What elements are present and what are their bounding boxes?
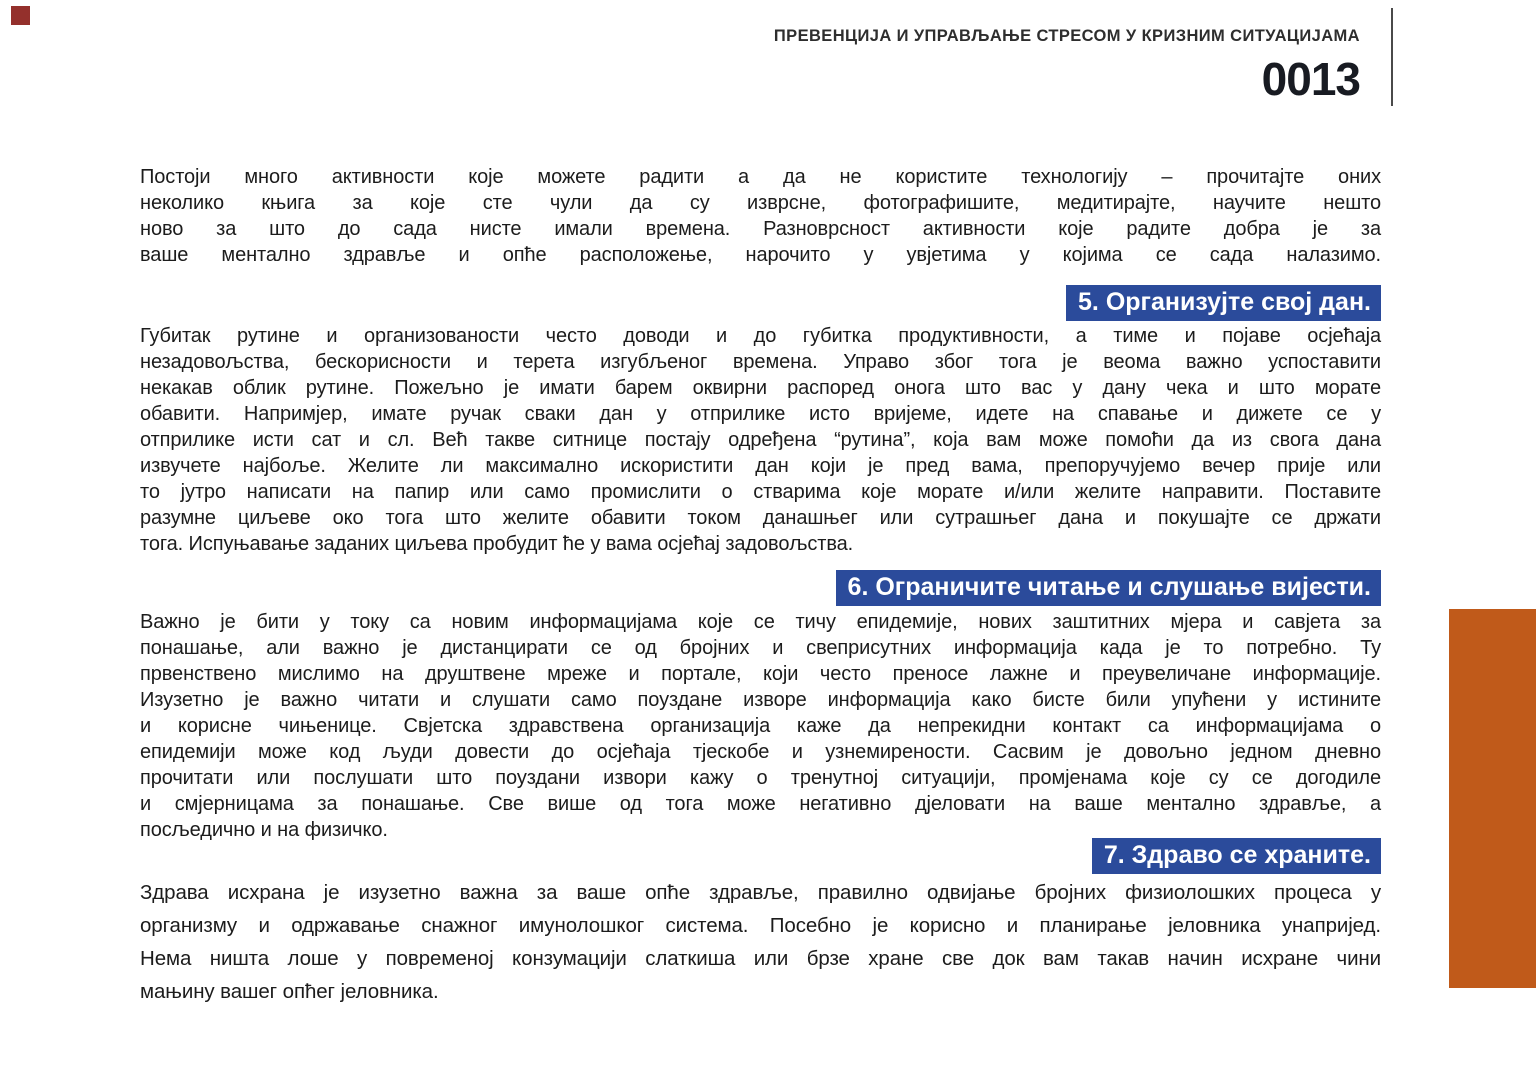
corner-accent-square	[11, 6, 30, 25]
page-number: 0013	[1261, 53, 1360, 105]
paragraph-limit-news: Важно је бити у току са новим информацијама које се тичу епидемије, нових заштитних мјера и савјета за понашање, али важно је дистанцирати се од бројних и свеприсутних информација када је то потребно. Ту првенствено мислимо на друштвене мреже и портале, који често преносе лажне и преувеличане информације. Изузетно је важно читати и слушати само поуздане изворе информација како бисте били упућени у истините и корисне чињенице. Свјетска здравствена организација каже да непрекидни контакт са информацијама о епидемији може код људи довести до осјећаја тјескобе и узнемирености. Сасвим је довољно једном дневно прочитати или послушати што поуздани извори кажу о тренутној ситуацији, промјенама које су се догодиле и смјерницама за понашање. Све више од тога може негативно дјеловати на ваше ментално здравље, а посљедично и на физичко.	[140, 611, 1381, 841]
paragraph-organize-your-day: Губитак рутине и организованости често доводи и до губитка продуктивности, а тиме и појаве осјећаја незадовољства, бескорисности и терета изгубљеног времена. Управо због тога је веома важно успоставити некакав облик рутине. Пожељно је имати барем оквирни распоред онога што вас у дану чека и што морате обавити. Напримјер, имате ручак сваки дан у отприлике исто вријеме, идете на спавање и дижете се у отприлике исти сат и сл. Већ такве ситнице постају одређена “рутина”, која вам може помоћи да из свога дана извучете најбоље. Желите ли максимално искористити дан који је пред вама, препоручујемо вечер прије или то јутро написати на папир или само промислити о стварима које морате и/или желите направити. Поставите разумне циљеве око тога што желите обавити током данашњег или сутрашњег дана и покушајте се држати тога. Испуњавање заданих циљева пробудит ће у вама осјећај задовољства.	[140, 325, 1381, 555]
orange-side-bar	[1449, 609, 1536, 988]
section-heading-eat-healthy: 7. Здраво се храните.	[1092, 838, 1381, 874]
paragraph-activities-intro: Постоји много активности које можете радити а да не користите технологију – прочитајте оних неколико књига за које сте чули да су изврсне, фотографишите, медитирајте, научите нешто ново за што до сада нисте имали времена. Разноврсност активности које радите добра је за ваше ментално здравље и опће расположење, нарочито у увјетима у којима се сада налазимо.	[140, 166, 1381, 266]
header-title: ПРЕВЕНЦИЈА И УПРАВЉАЊЕ СТРЕСОМ У КРИЗНИМ СИТУАЦИЈАМА	[773, 27, 1360, 45]
header-divider-line	[1391, 8, 1393, 106]
section-heading-limit-news: 6. Ограничите читање и слушање вијести.	[836, 570, 1381, 606]
section-heading-row-7	[140, 838, 1381, 874]
section-heading-row-6	[140, 570, 1381, 606]
paragraph-eat-healthy: Здрава исхрана је изузетно важна за ваше опће здравље, правилно одвијање бројних физиолошких процеса у организму и одржавање снажног имунолошког система. Посебно је корисно и планирање јеловника унапријед. Нема ништа лоше у повременој конзумацији слаткиша или брзе хране све док вам такав начин исхране чини мањину вашег опћег јеловника.	[140, 881, 1381, 1003]
section-heading-organize-your-day: 5. Организујте свој дан.	[1066, 285, 1381, 321]
section-heading-row-5	[140, 285, 1381, 321]
